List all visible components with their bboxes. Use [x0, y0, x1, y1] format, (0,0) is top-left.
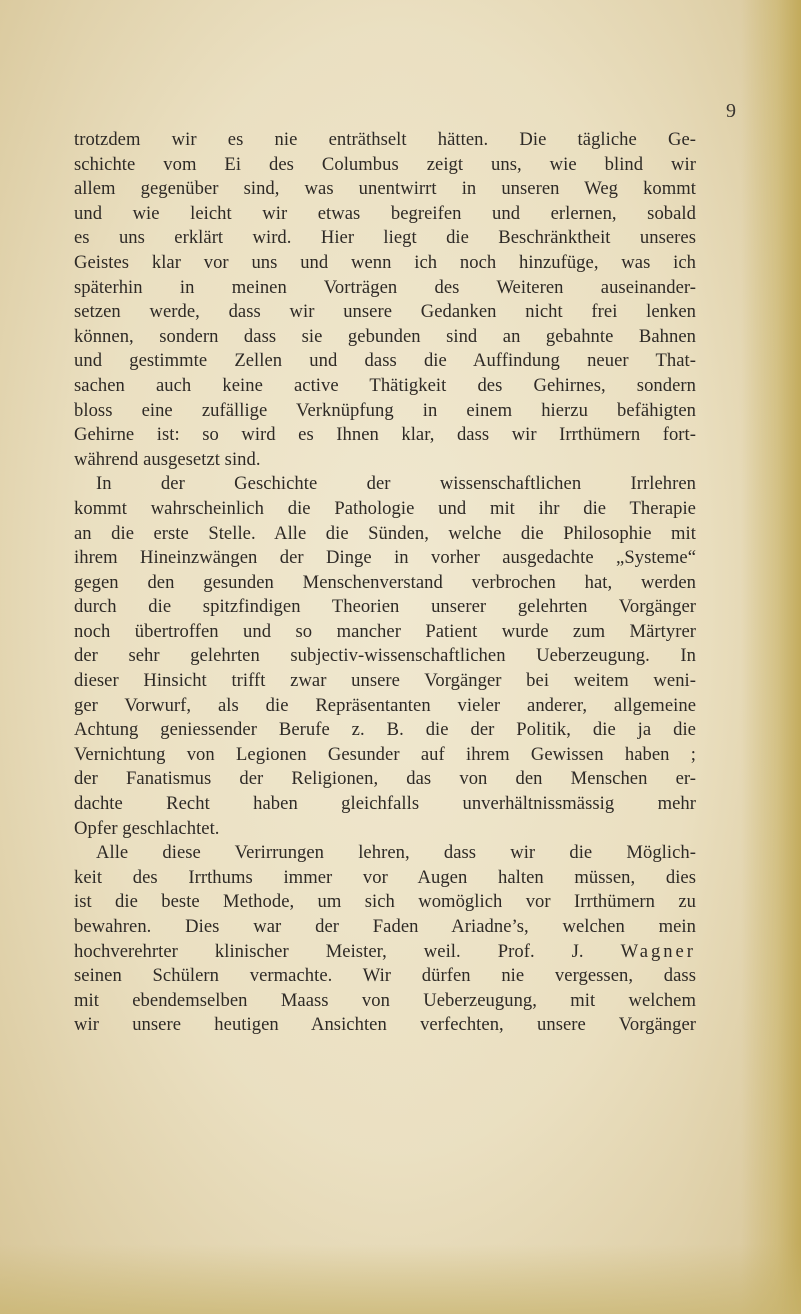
text-line: Achtung geniessender Berufe z. B. die der Politik, die ja die: [74, 719, 696, 741]
text-line: dachte Recht haben gleichfalls unverhältnissmässig mehr: [74, 793, 696, 815]
text-line: sachen auch keine active Thätigkeit des Gehirnes, sondern: [74, 374, 696, 396]
text-line: Geistes klar vor uns und wenn ich noch hinzufüge, was ich: [74, 251, 696, 273]
text-line: und wie leicht wir etwas begreifen und erlernen, sobald: [74, 202, 696, 224]
text-line: [74, 940, 696, 965]
text-line: bloss eine zufällige Verknüpfung in einem hierzu befähigten: [74, 399, 696, 421]
text-line: schichte vom Ei des Columbus zeigt uns, wie blind wir: [74, 153, 696, 175]
text-line: seinen Schülern vermachte. Wir dürfen nie vergessen, dass: [74, 965, 696, 987]
text-line: können, sondern dass sie gebunden sind an gebahnte Bahnen: [74, 325, 696, 347]
text-line: mit ebendemselben Maass von Ueberzeugung, mit welchem: [74, 989, 696, 1011]
text-line: Opfer geschlachtet.: [74, 817, 220, 839]
text-line: der Fanatismus der Religionen, das von den Menschen er-: [74, 768, 696, 790]
text-line: ist die beste Methode, um sich womöglich vor Irrthümern zu: [74, 891, 696, 913]
text-line: noch übertroffen und so mancher Patient wurde zum Märtyrer: [74, 620, 696, 642]
text-line: In der Geschichte der wissenschaftlichen Irrlehren: [96, 473, 696, 495]
text-line: bewahren. Dies war der Faden Ariadne’s, welchen mein: [74, 916, 696, 937]
text-line: dieser Hinsicht trifft zwar unsere Vorgänger bei weitem weni-: [74, 670, 696, 692]
text-line: durch die spitzfindigen Theorien unserer gelehrten Vorgänger: [74, 596, 696, 618]
text-line: an die erste Stelle. Alle die Sünden, welche die Philosophie mit: [74, 522, 696, 544]
text-line: kommt wahrscheinlich die Pathologie und mit ihr die Therapie: [74, 497, 696, 519]
paper-edge-shadow-right: [741, 0, 801, 1314]
text-segment: hochverehrter klinischer Meister, weil. Prof. J.: [74, 940, 621, 962]
text-line: Alle diese Verirrungen lehren, dass wir die Möglich-: [96, 842, 696, 864]
text-line: keit des Irrthums immer vor Augen halten müssen, dies: [74, 866, 696, 888]
text-line: und gestimmte Zellen und dass die Auffindung neuer That-: [74, 350, 696, 372]
text-line: der sehr gelehrten subjectiv-wissenschaftlichen Ueberzeugung. In: [74, 645, 696, 667]
text-line: allem gegenüber sind, was unentwirrt in unseren Weg kommt: [74, 178, 696, 200]
text-line: trotzdem wir es nie enträthselt hätten. Die tägliche Ge-: [74, 129, 696, 150]
body-text: [74, 128, 696, 1038]
text-line: setzen werde, dass wir unsere Gedanken nicht frei lenken: [74, 301, 696, 323]
page-number: 9: [726, 100, 736, 122]
text-line: Gehirne ist: so wird es Ihnen klar, dass wir Irrthümern fort-: [74, 424, 696, 446]
text-line: während ausgesetzt sind.: [74, 448, 261, 470]
text-line: späterhin in meinen Vorträgen des Weiteren auseinander-: [74, 276, 696, 298]
spaced-name: Wagner: [620, 940, 696, 962]
paper-edge-shadow-bottom: [0, 1244, 801, 1314]
text-line: es uns erklärt wird. Hier liegt die Beschränktheit unseres: [74, 227, 696, 249]
text-line: gegen den gesunden Menschenverstand verbrochen hat, werden: [74, 571, 696, 593]
text-line: ihrem Hineinzwängen der Dinge in vorher ausgedachte „Systeme“: [74, 547, 696, 569]
text-line: wir unsere heutigen Ansichten verfechten, unsere Vorgänger: [74, 1014, 696, 1036]
text-line: Vernichtung von Legionen Gesunder auf ihrem Gewissen haben ;: [74, 743, 696, 765]
text-line: ger Vorwurf, als die Repräsentanten vieler anderer, allgemeine: [74, 694, 696, 716]
